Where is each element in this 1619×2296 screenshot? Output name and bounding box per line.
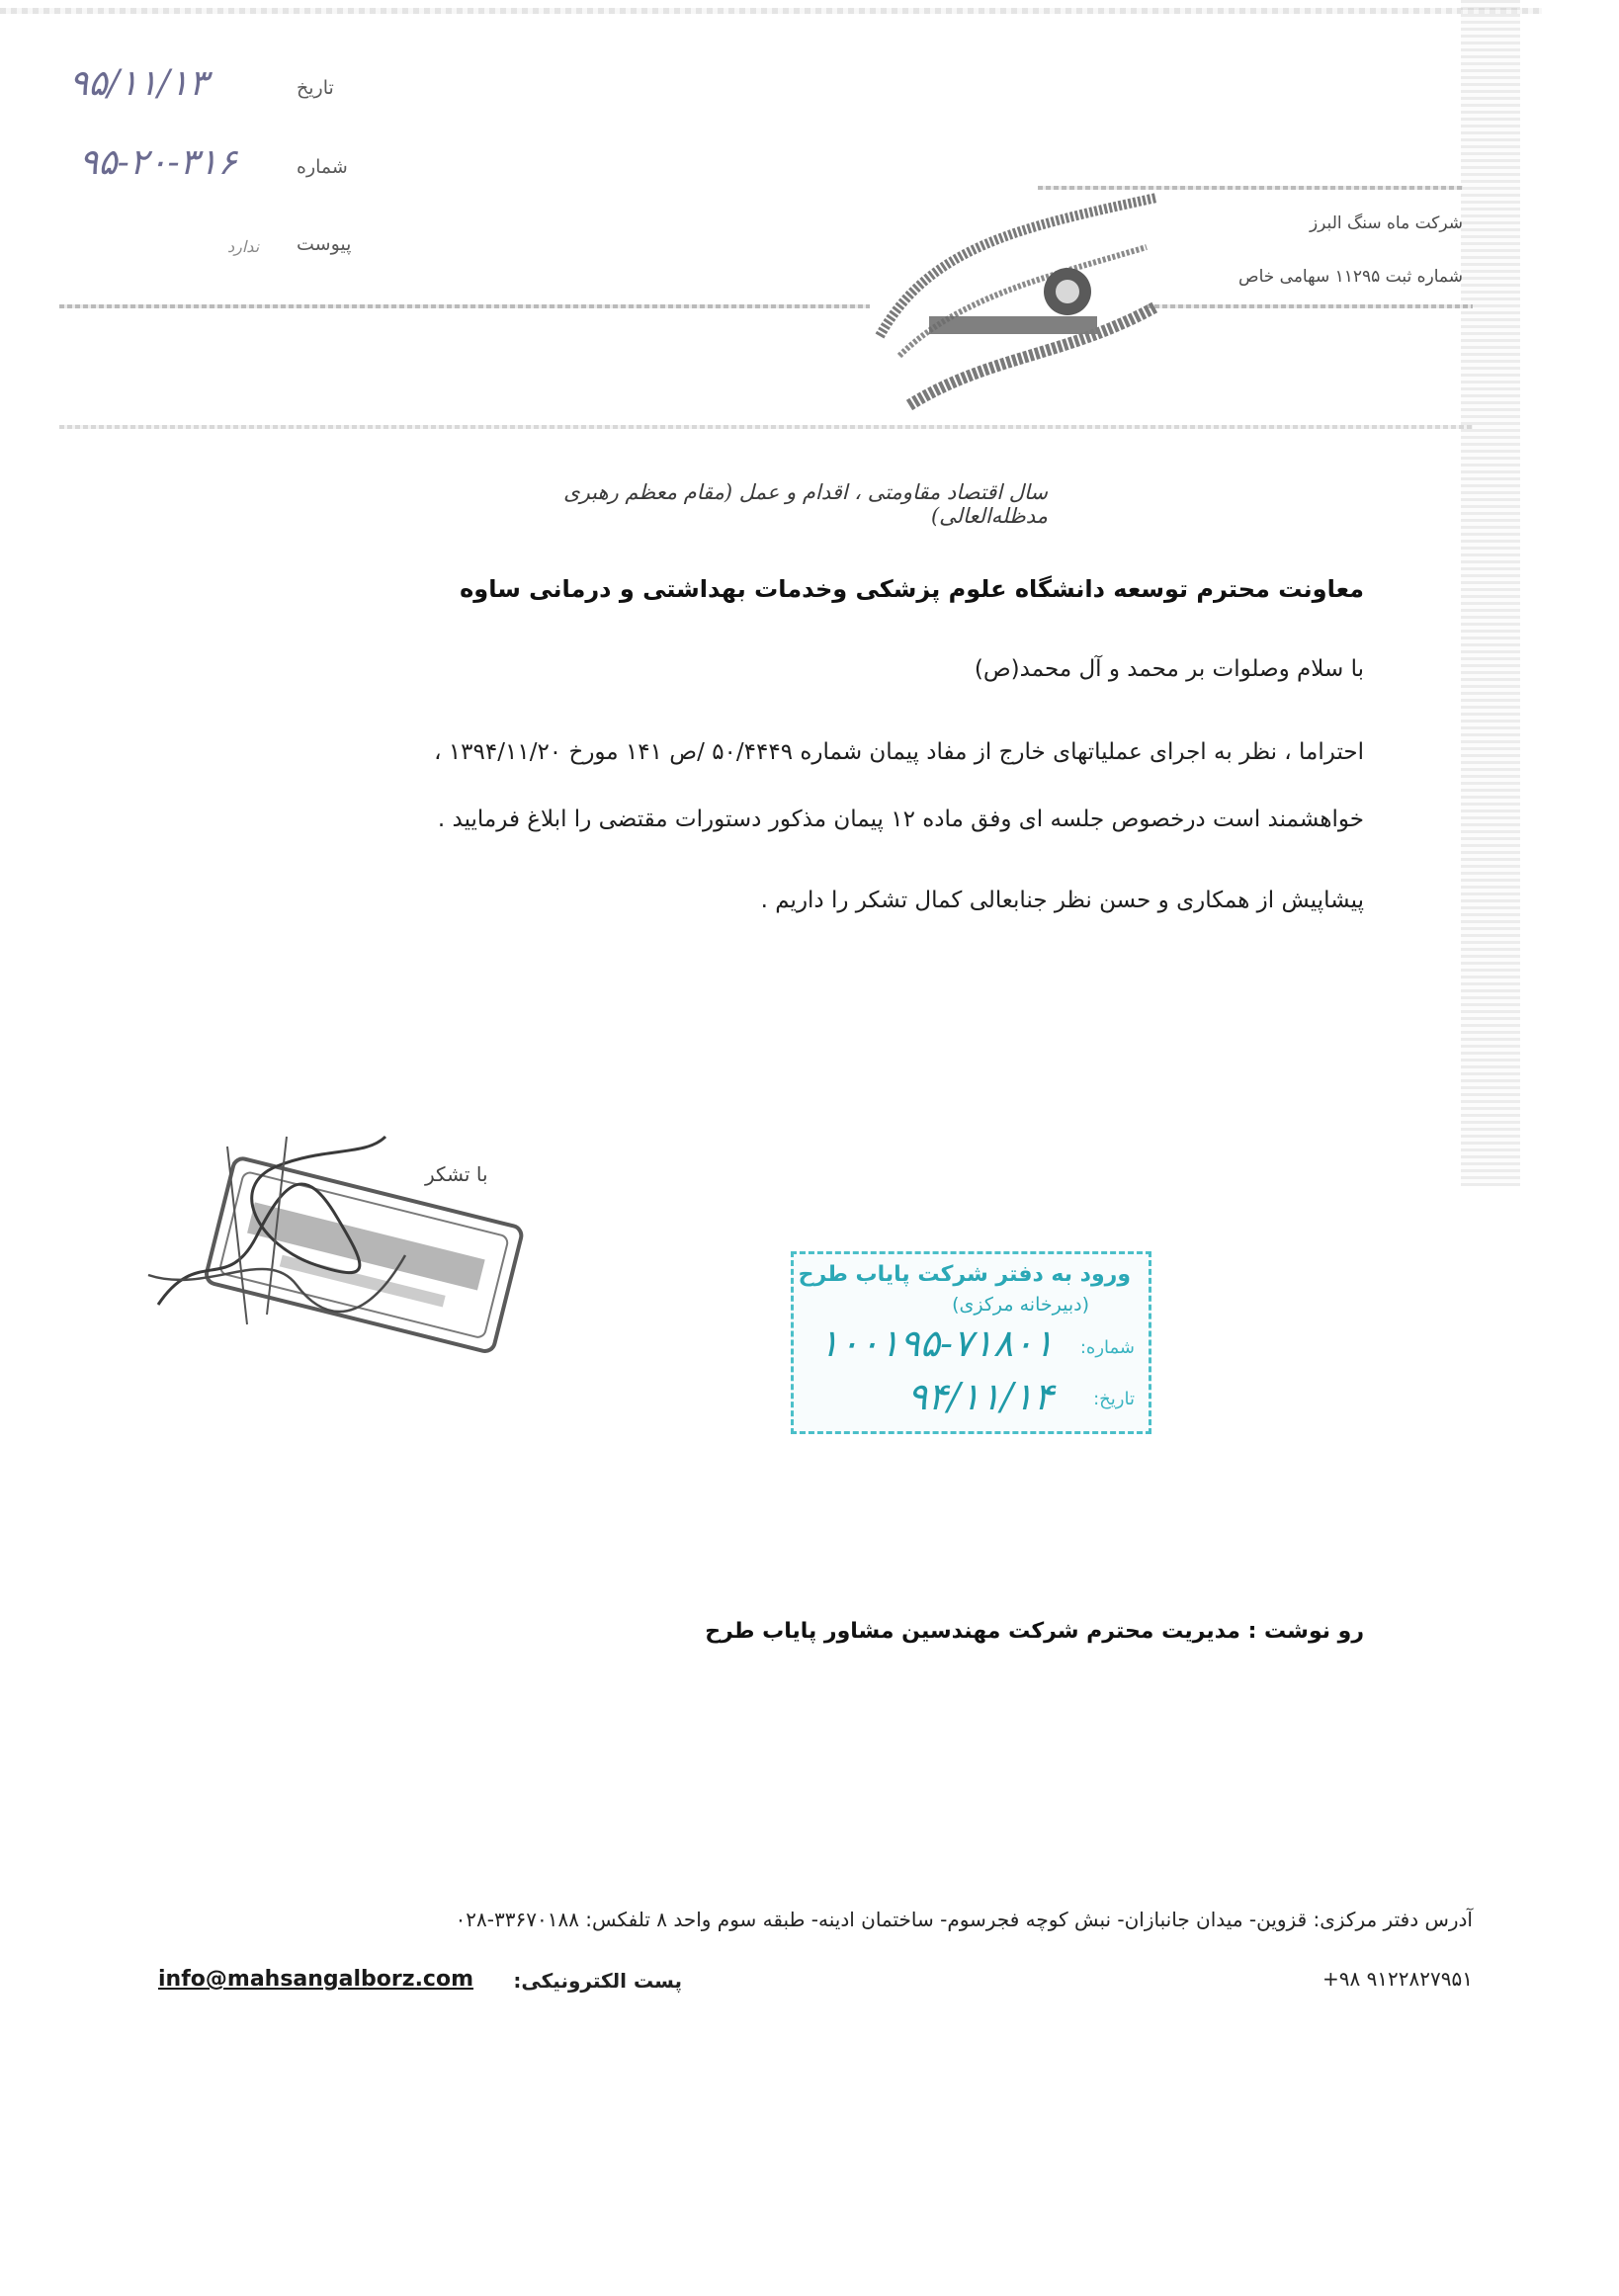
body-line-2: خواهشمند است درخصوص جلسه ای وفق ماده ۱۲ پیمان مذکور دستورات مقتضی را ابلاغ فرمایید . bbox=[437, 807, 1364, 832]
number-value: ۹۵-۲۰-۳۱۶ bbox=[79, 142, 237, 183]
greeting: با سلام وصلوات بر محمد و آل محمد(ص) bbox=[974, 656, 1364, 682]
number-label: شماره bbox=[297, 156, 348, 178]
closing-line: پیشاپیش از همکاری و حسن نظر جنابعالی کمال تشکر را داریم . bbox=[760, 888, 1364, 913]
stamp-title: ورود به دفتر شرکت پایاب طرح bbox=[798, 1262, 1131, 1287]
header-rule-left bbox=[59, 304, 870, 308]
stamp-subtitle: (دبیرخانه مرکزی) bbox=[952, 1294, 1089, 1316]
attachment-value: ندارد bbox=[227, 237, 260, 256]
company-logo bbox=[870, 188, 1166, 425]
date-value: ۹۵/۱۱/۱۳ bbox=[69, 63, 209, 104]
thanks-text: با تشکر bbox=[425, 1162, 488, 1186]
scan-noise-top bbox=[0, 8, 1542, 14]
header-rule-full bbox=[59, 425, 1473, 429]
scan-noise-right bbox=[1461, 0, 1520, 1186]
header-rule-right-bottom bbox=[1147, 304, 1473, 308]
footer-phone: +۹۸ ۹۱۲۲۸۲۷۹۵۱ bbox=[1321, 1967, 1473, 1991]
slogan: سال اقتصاد مقاومتی ، اقدام و عمل (مقام معظم رهبری مدظله‌العالی) bbox=[563, 480, 1048, 528]
signature-scribble bbox=[138, 1127, 415, 1344]
stamp-number-value: ۱۰۰۱۹۵-۷۱۸۰۱ bbox=[818, 1321, 1054, 1365]
recipient: معاونت محترم توسعه دانشگاه علوم پزشکی وخدمات بهداشتی و درمانی ساوه bbox=[460, 575, 1364, 603]
footer-email-link[interactable]: info@mahsangalborz.com bbox=[158, 1967, 474, 1992]
date-label: تاریخ bbox=[297, 77, 334, 99]
company-registration: شماره ثبت ۱۱۲۹۵ سهامی خاص bbox=[1238, 267, 1463, 287]
body-line-1: احتراما ، نظر به اجرای عملیاتهای خارج از مفاد پیمان شماره ۵۰/۴۴۴۹ /ص ۱۴۱ مورخ ۱۳۹۴/۱۱/۲۰ ، bbox=[434, 739, 1364, 765]
company-name: شرکت ماه سنگ البرز bbox=[1309, 213, 1463, 233]
stamp-date-label: تاریخ: bbox=[1093, 1389, 1135, 1409]
footer-address: آدرس دفتر مرکزی: قزوین- میدان جانبازان- نبش کوچه فجرسوم- ساختمان ادینه- طبقه سوم واحد ۸ تلفکس: ۳۳۶۷۰۱۸۸-۰۲۸ bbox=[455, 1908, 1473, 1931]
footer-email-label: پست الکترونیکی: bbox=[513, 1969, 682, 1993]
attachment-label: پیوست bbox=[297, 233, 352, 255]
reception-stamp bbox=[791, 1251, 1151, 1434]
carbon-copy: رو نوشت : مدیریت محترم شرکت مهندسین مشاور پایاب طرح bbox=[705, 1619, 1364, 1644]
stamp-number-label: شماره: bbox=[1079, 1337, 1135, 1358]
stamp-date-value: ۹۴/۱۱/۱۴ bbox=[906, 1375, 1054, 1418]
